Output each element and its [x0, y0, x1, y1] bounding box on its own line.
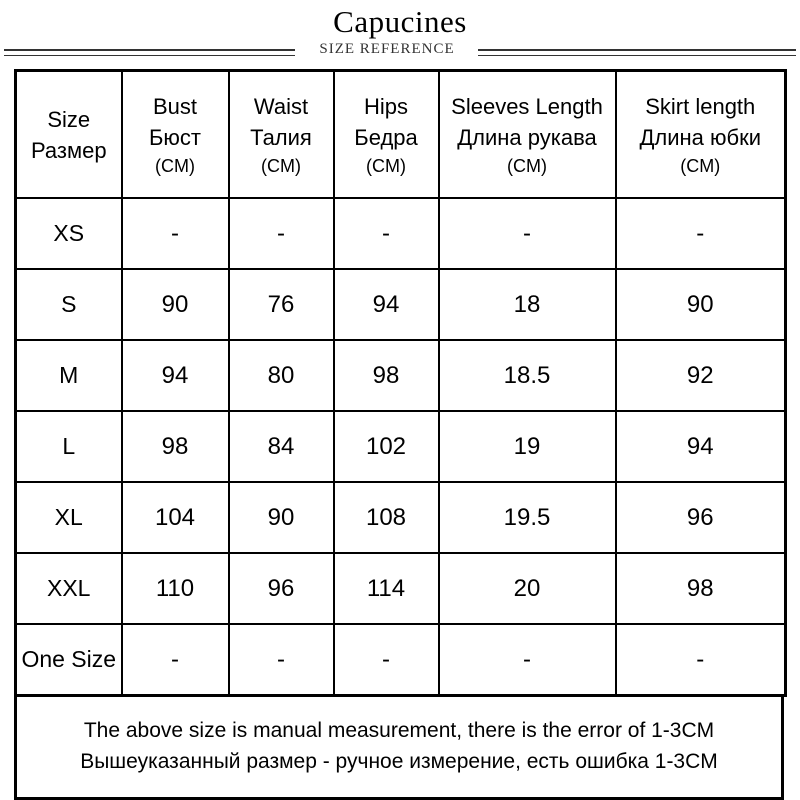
size-cell: XS [16, 198, 122, 269]
hips-cell: 108 [334, 482, 439, 553]
measurement-note [14, 696, 784, 800]
skirt-cell: - [616, 624, 786, 696]
bust-cell: - [122, 198, 229, 269]
column-header-sleeves-length: Sleeves Length Длина рукава (CM) [439, 71, 616, 199]
skirt-cell: 92 [616, 340, 786, 411]
size-cell: One Size [16, 624, 122, 696]
column-header-skirt-length: Skirt length Длина юбки (CM) [616, 71, 786, 199]
skirt-cell: 90 [616, 269, 786, 340]
table-header-row [16, 71, 786, 199]
size-cell: XXL [16, 553, 122, 624]
skirt-cell: 98 [616, 553, 786, 624]
bust-cell: 110 [122, 553, 229, 624]
bust-cell: 90 [122, 269, 229, 340]
sleeves-cell: 19.5 [439, 482, 616, 553]
table-row [16, 269, 786, 340]
size-chart-table [14, 69, 787, 697]
hips-cell: 98 [334, 340, 439, 411]
table-row [16, 482, 786, 553]
size-cell: S [16, 269, 122, 340]
waist-cell: 84 [229, 411, 334, 482]
bust-cell: 104 [122, 482, 229, 553]
hips-cell: - [334, 624, 439, 696]
size-cell: L [16, 411, 122, 482]
measurement-note-ru: Вышеуказанный размер - ручное измерение, есть ошибка 1-3CM [80, 750, 718, 773]
bust-cell: - [122, 624, 229, 696]
bust-cell: 98 [122, 411, 229, 482]
table-row [16, 624, 786, 696]
skirt-cell: 96 [616, 482, 786, 553]
sleeves-cell: 19 [439, 411, 616, 482]
waist-cell: 76 [229, 269, 334, 340]
waist-cell: 96 [229, 553, 334, 624]
hips-cell: 94 [334, 269, 439, 340]
column-header-hips: Hips Бедра (CM) [334, 71, 439, 199]
hips-cell: - [334, 198, 439, 269]
table-row [16, 411, 786, 482]
waist-cell: - [229, 624, 334, 696]
column-header-bust: Bust Бюст (CM) [122, 71, 229, 199]
column-header-size: Size Размер [16, 71, 122, 199]
skirt-cell: - [616, 198, 786, 269]
brand-title: Capucines [333, 4, 467, 39]
column-header-waist: Waist Талия (CM) [229, 71, 334, 199]
size-cell: XL [16, 482, 122, 553]
table-row [16, 340, 786, 411]
sleeves-cell: 20 [439, 553, 616, 624]
bust-cell: 94 [122, 340, 229, 411]
table-row [16, 553, 786, 624]
hips-cell: 102 [334, 411, 439, 482]
waist-cell: - [229, 198, 334, 269]
hips-cell: 114 [334, 553, 439, 624]
size-reference-subtitle: SIZE REFERENCE [319, 41, 455, 57]
waist-cell: 90 [229, 482, 334, 553]
sleeves-cell: - [439, 198, 616, 269]
sleeves-cell: 18 [439, 269, 616, 340]
sleeves-cell: - [439, 624, 616, 696]
subtitle-row [0, 40, 800, 64]
divider-left [4, 49, 295, 56]
sleeves-cell: 18.5 [439, 340, 616, 411]
waist-cell: 80 [229, 340, 334, 411]
measurement-note-en: The above size is manual measurement, there is the error of 1-3CM [83, 719, 715, 742]
divider-right [478, 49, 796, 56]
size-cell: M [16, 340, 122, 411]
table-row [16, 198, 786, 269]
skirt-cell: 94 [616, 411, 786, 482]
